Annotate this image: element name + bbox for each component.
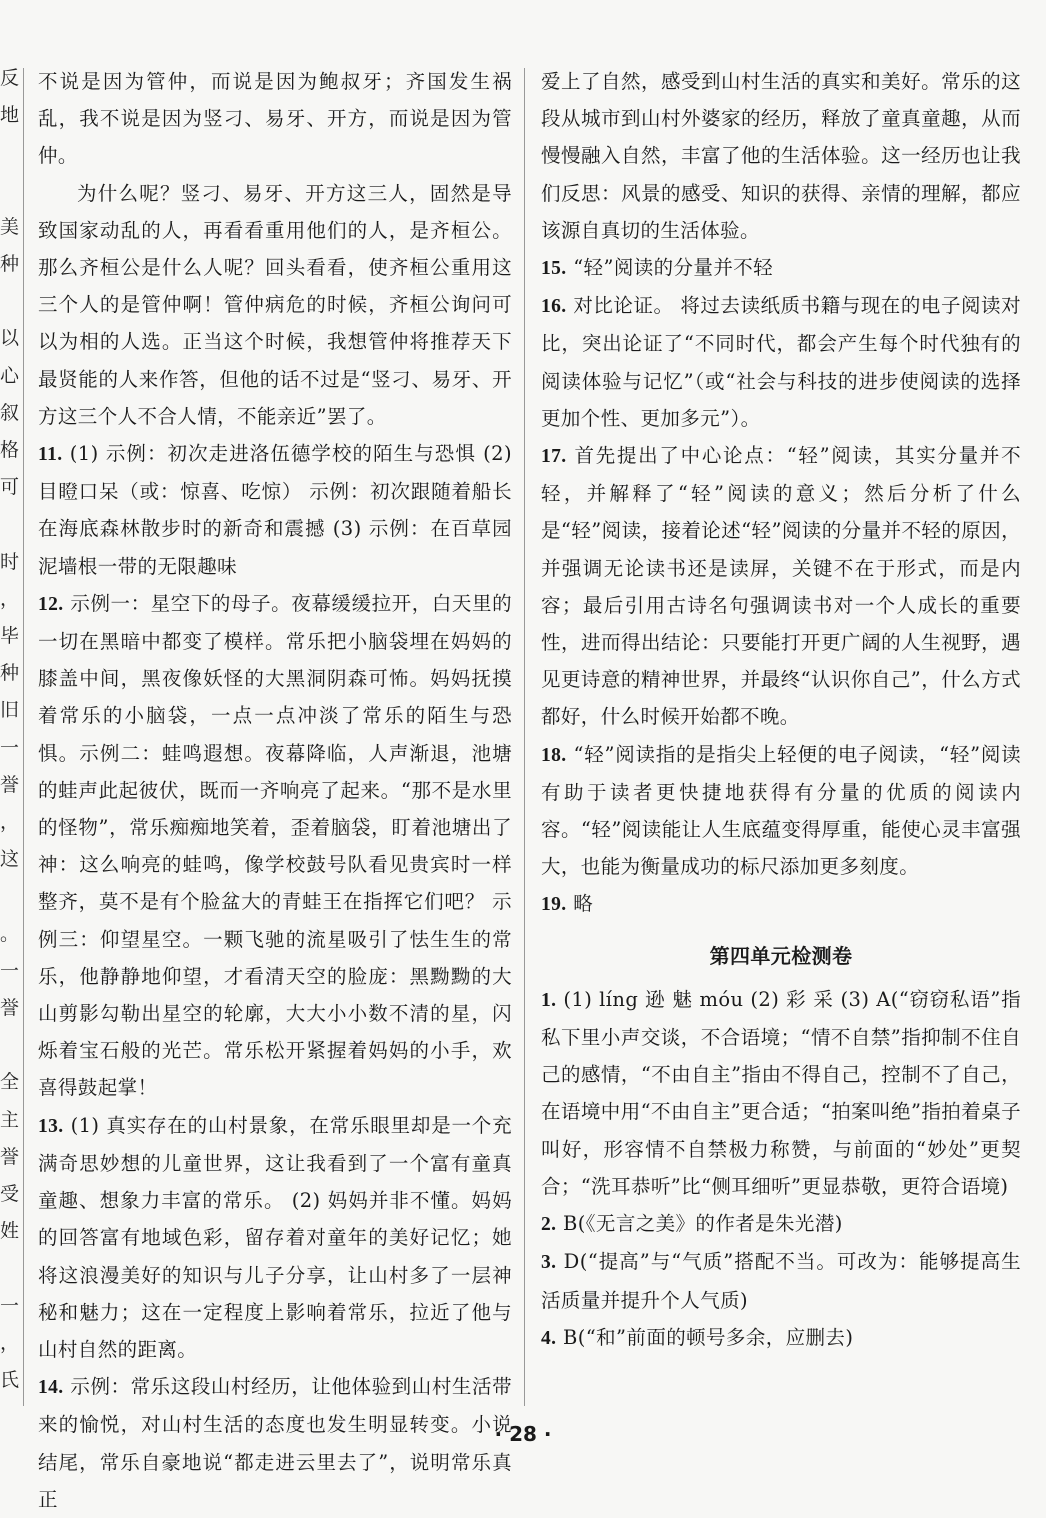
answer-item — [541, 1243, 1021, 1318]
margin-char: 反 — [0, 67, 20, 89]
margin-char: 格 — [0, 439, 20, 461]
item-text: 示例一：星空下的母子。夜幕缓缓拉开，白天里的一切在黑暗中都变了模样。常乐把小脑袋埋在妈妈的膝盖中间，黑夜像妖怪的大黑洞阴森可怖。妈妈抚摸着常乐的小脑袋，一点一点冲淡了常乐的陌生与恐惧。示例二：蛙鸣遐想。夜幕降临，人声渐退，池塘的蛙声此起彼伏，既而一齐响亮了起来。“那不是水里的怪物”，常乐痴痴地笑着，歪着脑袋，盯着池塘出了神：这么响亮的蛙鸣，像学校鼓号队看见贵宾时一样整齐，莫不是有个脸盆大的青蛙王在指挥它们吧？ 示例三：仰望星空。一颗飞驰的流星吸引了怯生生的常乐，他静静地仰望，才看清天空的脸庞：黑黝黝的大山剪影勾勒出星空的轮廓，大大小小数不清的星，闪烁着宝石般的光芒。常乐松开紧握着妈妈的小手，欢喜得鼓起掌！ — [38, 591, 512, 1100]
margin-char: 一 — [0, 959, 20, 982]
margin-char: 誉 — [0, 997, 20, 1019]
margin-char: 地 — [0, 104, 20, 127]
item-text: “轻”阅读的分量并不轻 — [573, 256, 774, 280]
answer-item — [38, 1107, 512, 1368]
margin-char: 。 — [0, 922, 20, 945]
item-text: 示例：常乐这段山村经历，让他体验到山村生活带来的愉悦，对山村生活的态度也发生明显转变。小说结尾，常乐自豪地说“都走进云里去了”，说明常乐真正 — [38, 1375, 512, 1511]
item-number: 13. — [38, 1115, 64, 1137]
item-text: 略 — [573, 892, 594, 916]
page-number: · 28 · — [494, 1422, 552, 1446]
answer-item — [541, 736, 1021, 886]
item-number: 17. — [541, 446, 567, 468]
item-number: 18. — [541, 744, 567, 766]
item-text: B(“和”前面的顿号多余，应删去) — [563, 1325, 854, 1349]
answer-item — [541, 1319, 1021, 1357]
answer-paragraph — [38, 175, 512, 435]
item-number: 11. — [38, 444, 63, 466]
item-number: 4. — [541, 1327, 557, 1349]
item-text: B(《无言之美》的作者是朱光潜) — [563, 1212, 843, 1236]
margin-char: 这 — [0, 848, 20, 871]
item-text: 为什么呢？竖刁、易牙、开方这三人，固然是导致国家动乱的人，再看看重用他们的人，是齐桓公。那么齐桓公是什么人呢？回头看看，使齐桓公重用这三个人的是管仲啊！管仲病危的时候，齐桓公询问可以为相的人选。正当这个时候，我想管仲将推荐天下最贤能的人来作答，但他的话不过是“竖刁、易牙、开方这三个人不合人情，不能亲近”罢了。 — [38, 181, 512, 428]
margin-char: ， — [0, 811, 20, 833]
margin-char: 誉 — [0, 773, 20, 796]
item-text: (1) 真实存在的山村景象，在常乐眼里却是一个充满奇思妙想的儿童世界，这让我看到了一个富有童真童趣、想象力丰富的常乐。 (2) 妈妈并非不懂。妈妈的回答富有地域色彩，留存着对童年的美好记忆；她将这浪漫美好的知识与儿子分享，让山村多了一层神秘和魅力；这在一定程度上影响着常乐，拉近了他与山村自然的距离。 — [38, 1113, 512, 1361]
margin-char: 可 — [0, 476, 20, 499]
item-number: 19. — [541, 894, 567, 916]
item-number: 14. — [38, 1377, 64, 1399]
column-divider — [524, 68, 525, 1406]
margin-char: 氏 — [0, 1369, 20, 1391]
margin-char: 姓 — [0, 1220, 20, 1243]
left-margin-strip — [0, 60, 20, 1410]
margin-char: 时 — [0, 550, 20, 573]
item-number: 1. — [541, 989, 557, 1011]
margin-char: 种 — [0, 253, 20, 275]
answer-item — [541, 437, 1021, 736]
margin-char: 种 — [0, 662, 20, 685]
answer-item — [541, 287, 1021, 437]
answer-paragraph — [38, 63, 512, 175]
margin-char: 美 — [0, 215, 20, 238]
item-text: 首先提出了中心论点：“轻”阅读，其实分量并不轻，并解释了“轻”阅读的意义；然后分析了什么是“轻”阅读，接着论述“轻”阅读的分量并不轻的原因，并强调无论读书还是读屏，关键不在于形式，而是内容；最后引用古诗名句强调读书对一个人成长的重要性，进而得出结论：只要能打开更广阔的人生视野，遇见更诗意的精神世界，并最终“认识你自己”，什么方式都好，什么时候开始都不晚。 — [541, 444, 1021, 729]
margin-char: ， — [0, 587, 20, 610]
margin-char: ， — [0, 1331, 20, 1354]
item-number: 12. — [38, 593, 64, 615]
item-text: “轻”阅读指的是指尖上轻便的电子阅读，“轻”阅读有助于读者更快捷地获得有分量的优质的阅读内容。“轻”阅读能让人生底蕴变得厚重，能使心灵丰富强大，也能为衡量成功的标尺添加更多刻度。 — [541, 742, 1021, 879]
margin-char: 心 — [0, 364, 20, 387]
margin-char: 毕 — [0, 625, 20, 647]
item-text: (1) 示例：初次走进洛伍德学校的陌生与恐惧 (2) 目瞪口呆（或：惊喜、吃惊） 示例：初次跟随着船长在海底森林散步时的新奇和震撼 (3) 示例：在百草园泥墙根一带的无限趣味 — [38, 442, 512, 578]
margin-char: 全 — [0, 1071, 20, 1094]
item-number: 16. — [541, 296, 567, 318]
margin-char: 以 — [0, 327, 20, 350]
margin-char: 旧 — [0, 699, 20, 722]
item-number: 2. — [541, 1214, 557, 1236]
item-text: 对比论证。 将过去读纸质书籍与现在的电子阅读对比，突出论证了“不同时代，都会产生每个时代独有的阅读体验与记忆”（或“社会与科技的进步使阅读的选择更加个性、更加多元”）。 — [541, 294, 1021, 430]
item-number: 15. — [541, 258, 567, 280]
left-divider — [23, 68, 24, 1406]
right-column — [541, 63, 1021, 1357]
margin-char: 受 — [0, 1183, 20, 1205]
item-text: 不说是因为管仲，而说是因为鲍叔牙；齐国发生祸乱，我不说是因为竖刁、易牙、开方，而说是因为管仲。 — [38, 70, 512, 168]
answer-item — [38, 435, 512, 585]
margin-char: 一 — [0, 736, 20, 759]
margin-char: 誉 — [0, 1145, 20, 1168]
margin-char: 一 — [0, 1294, 20, 1317]
item-text: 爱上了自然，感受到山村生活的真实和美好。常乐的这段从城市到山村外婆家的经历，释放了童真童趣，从而慢慢融入自然，丰富了他的生活体验。这一经历也让我们反思：风景的感受、知识的获得、亲情的理解，都应该源自真切的生活体验。 — [541, 70, 1021, 242]
answer-item — [541, 885, 1021, 923]
item-number: 3. — [541, 1252, 557, 1274]
section-title: 第四单元检测卷 — [709, 943, 853, 968]
answer-item — [541, 249, 1021, 287]
answer-paragraph — [541, 63, 1021, 249]
answer-item — [541, 1205, 1021, 1243]
item-text: D(“提高”与“气质”搭配不当。可改为：能够提高生活质量并提升个人气质) — [541, 1250, 1021, 1312]
answer-item — [541, 981, 1021, 1205]
margin-char: 叙 — [0, 401, 20, 424]
margin-char: 主 — [0, 1108, 20, 1131]
item-text: (1) líng 逊 魅 móu (2) 彩 采 (3) A(“窃窃私语”指私下里小声交谈，不合语境；“情不自禁”指抑制不住自己的感情，“不由自主”指由不得自己，控制不了自己，在语境中用“不由自主”更合适；“拍案叫绝”指拍着桌子叫好，形容情不自禁极力称赞，与前面的“妙处”更契合；“洗耳恭听”比“侧耳细听”更显恭敬，更符合语境) — [541, 987, 1021, 1198]
answer-item — [38, 585, 512, 1107]
left-column — [38, 63, 512, 1518]
